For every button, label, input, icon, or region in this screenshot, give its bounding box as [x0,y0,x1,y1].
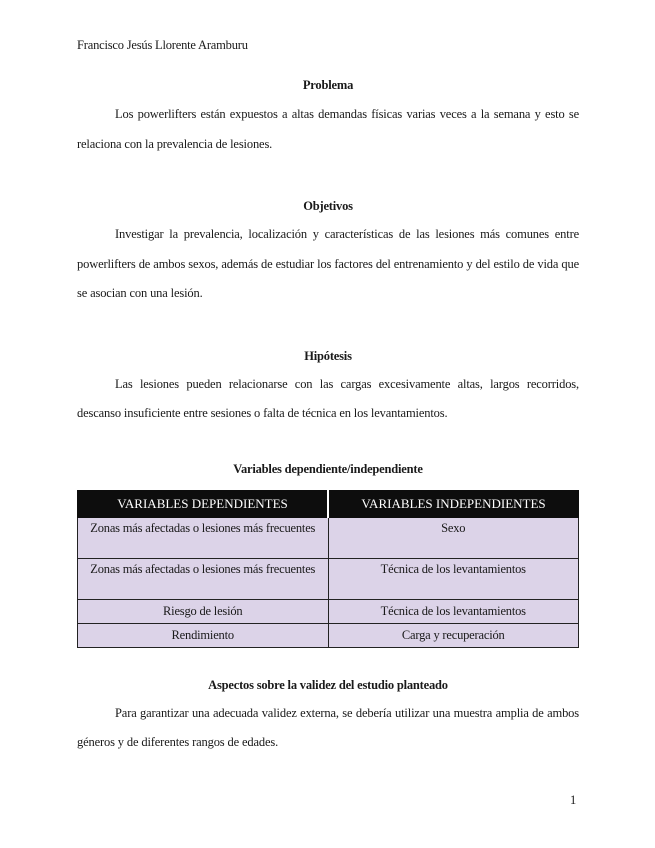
section-variables [77,459,579,648]
table-row [78,517,579,558]
paragraph-objetivos: Investigar la prevalencia, localización y características de las lesiones más comunes entre powerlifters de ambos sexos, además de estudiar los factores del entrenamiento y del estilo de vida que se asocian con una lesión. [77,227,579,300]
table-cell: Zonas más afectadas o lesiones más frecuentes [78,517,329,558]
variables-table [77,490,579,648]
section-validez [77,675,579,758]
spacer [77,159,579,196]
paragraph-hipotesis: Las lesiones pueden relacionarse con las cargas excesivamente altas, largos recorridos, descanso insuficiente entre sesiones o falta de técnica en los levantamientos. [77,376,579,420]
table-cell: Riesgo de lesión [78,599,329,623]
spacer [77,309,579,346]
document-body [77,75,579,758]
page-number: 1 [570,793,577,807]
spacer [77,429,579,459]
spacer [77,648,579,675]
paragraph-validez: Para garantizar una adecuada validez externa, se debería utilizar una muestra amplia de ambos géneros y de diferentes rangos de edades. [77,705,579,749]
table-cell: Técnica de los levantamientos [328,599,579,623]
table-header-independientes: VARIABLES INDEPENDIENTES [328,490,579,517]
heading-validez: Aspectos sobre la validez del estudio planteado [208,677,448,692]
header-author: Francisco Jesús Llorente Aramburu [77,38,248,52]
table-row [78,558,579,599]
heading-objetivos: Objetivos [303,199,353,213]
table-cell: Carga y recuperación [328,623,579,647]
table-cell: Zonas más afectadas o lesiones más frecuentes [78,558,329,599]
table-cell: Rendimiento [78,623,329,647]
paragraph-problema: Los powerlifters están expuestos a altas demandas físicas varias veces a la semana y esto se relaciona con la prevalencia de lesiones. [77,107,579,151]
table-header-row [78,490,579,517]
heading-variables: Variables dependiente/independiente [233,461,423,476]
table-row [78,623,579,647]
table-row [78,599,579,623]
section-problema [77,75,579,159]
table-header-dependientes: VARIABLES DEPENDIENTES [78,490,329,517]
table-cell: Técnica de los levantamientos [328,558,579,599]
table-cell: Sexo [328,517,579,558]
heading-hipotesis: Hipótesis [304,348,352,363]
section-hipotesis [77,346,579,429]
section-objetivos [77,196,579,309]
heading-problema: Problema [302,78,354,92]
